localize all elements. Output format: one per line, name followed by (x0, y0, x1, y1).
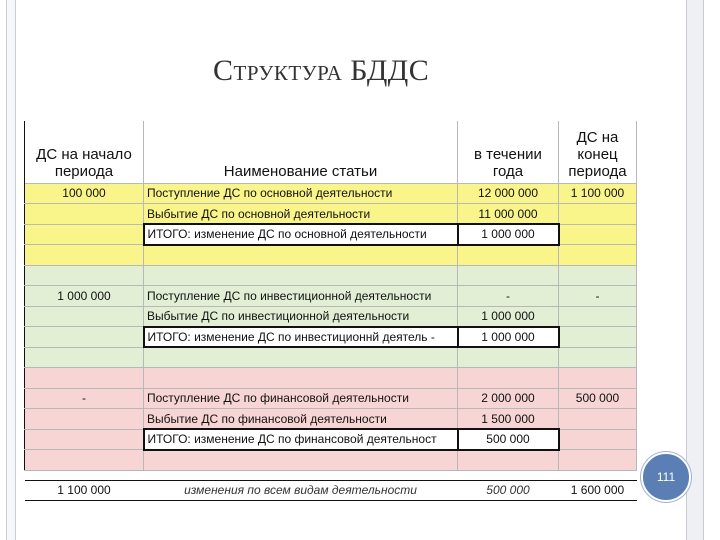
table-row-total: ИТОГО: изменение ДС по финансовой деятельност 500 000 (25, 429, 637, 450)
table-row: 100 000 Поступление ДС по основной деятельности 12 000 000 1 100 000 (25, 183, 637, 204)
header-year: в течении года (458, 121, 559, 183)
table-header-row (25, 121, 637, 183)
table-row-total: ИТОГО: изменение ДС по инвестиционнй деятель - 1 000 000 (25, 327, 637, 348)
bdds-table (24, 121, 637, 501)
header-name: Наименование статьи (144, 121, 458, 183)
table-row: - Поступление ДС по финансовой деятельности 2 000 000 500 000 (25, 388, 637, 409)
table-row-total: ИТОГО: изменение ДС по основной деятельности 1 000 000 (25, 224, 637, 245)
table-row (25, 265, 637, 286)
table-row: Выбытие ДС по финансовой деятельности 1 500 000 (25, 409, 637, 430)
table-row: Выбытие ДС по основной деятельности 11 000 000 (25, 204, 637, 225)
table-row (25, 368, 637, 389)
header-end: ДС на конец периода (559, 121, 637, 183)
table-row (25, 245, 637, 266)
header-start: ДС на начало периода (25, 121, 144, 183)
page-number-badge: 111 (641, 452, 691, 502)
slide-frame-right (686, 0, 704, 540)
table-spacer-row (25, 470, 637, 480)
slide-frame-left (6, 0, 16, 540)
table-row: 1 000 000 Поступление ДС по инвестиционной деятельности - - (25, 286, 637, 307)
slide-title: СТРУКТУРА БДДС (213, 54, 430, 87)
table-summary-row: 1 100 000 изменения по всем видам деятельности 500 000 1 600 000 (25, 480, 637, 501)
table-row: Выбытие ДС по инвестиционной деятельности 1 000 000 (25, 306, 637, 327)
table-row (25, 450, 637, 471)
table-row (25, 347, 637, 368)
